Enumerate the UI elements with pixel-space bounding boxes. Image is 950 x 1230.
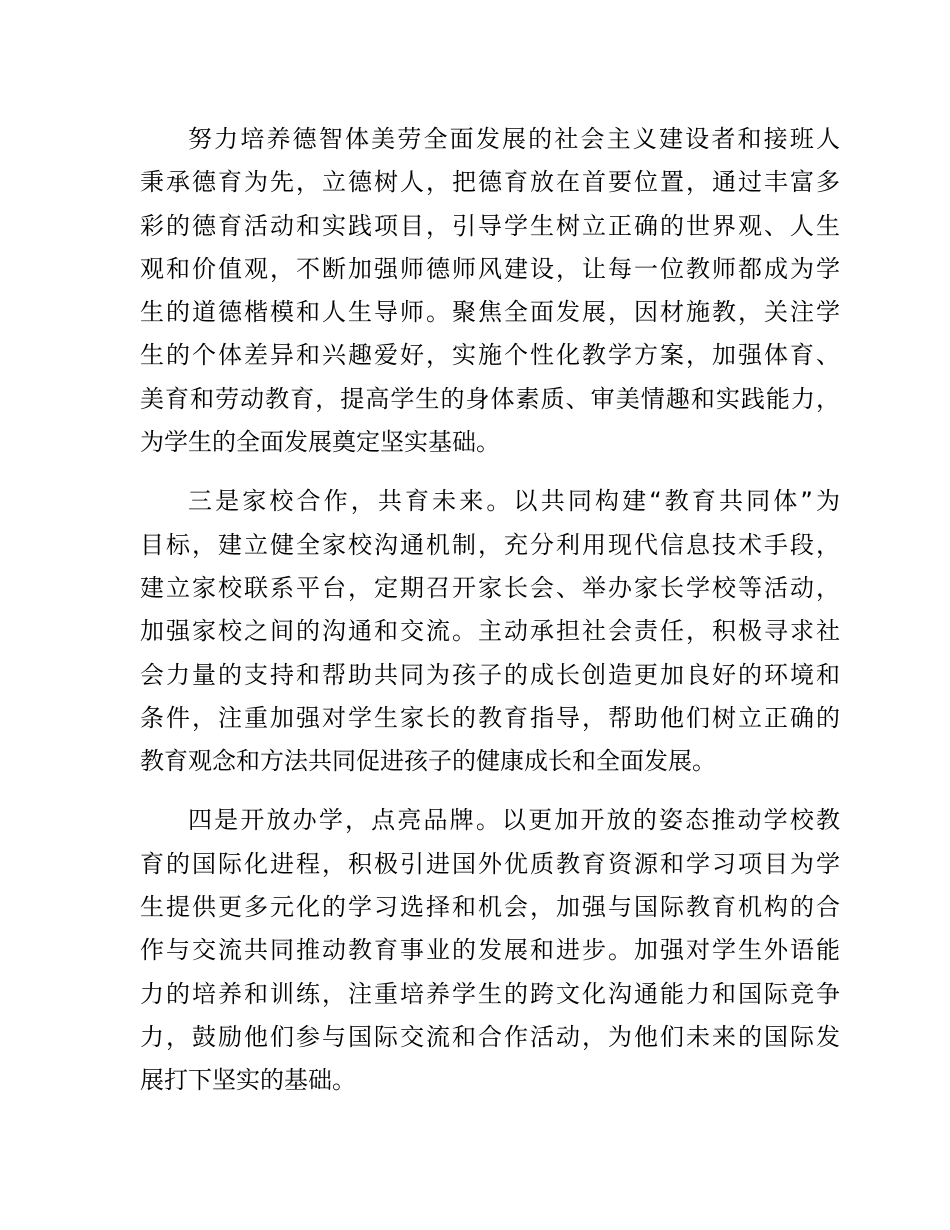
text-line: 彩的德育活动和实践项目，引导学生树立正确的世界观、人生 (140, 211, 840, 240)
paragraph-gap (140, 464, 840, 480)
text-line: 作与交流共同推动教育事业的发展和进步。加强对学生外语能 (140, 936, 840, 965)
text-line: 力，鼓励他们参与国际交流和合作活动，为他们未来的国际发 (140, 1022, 840, 1051)
text-line: 加强家校之间的沟通和交流。主动承担社会责任，积极寻求社 (140, 617, 840, 646)
text-line: 育的国际化进程，积极引进国外优质教育资源和学习项目为学 (140, 849, 840, 878)
text-line: 建立家校联系平台，定期召开家长会、举办家长学校等活动， (140, 573, 840, 602)
document-body (140, 118, 840, 1103)
text-line: 生的个体差异和兴趣爱好，实施个性化教学方案，加强体育、 (140, 341, 840, 370)
text-line: 三是家校合作，共育未来。以共同构建“教育共同体”为 (188, 487, 840, 516)
text-line: 展打下坚实的基础。 (140, 1066, 356, 1095)
text-line: 为学生的全面发展奠定坚实基础。 (140, 428, 500, 457)
text-line: 秉承德育为先，立德树人，把德育放在首要位置，通过丰富多 (140, 168, 840, 197)
text-line: 力的培养和训练，注重培养学生的跨文化沟通能力和国际竞争 (140, 979, 840, 1008)
text-line: 四是开放办学，点亮品牌。以更加开放的姿态推动学校教 (188, 806, 840, 835)
text-line: 努力培养德智体美劳全面发展的社会主义建设者和接班人 (188, 125, 840, 153)
paragraph-open-schooling (140, 799, 840, 1102)
paragraph-home-school-cooperation (140, 480, 840, 783)
text-line: 生的道德楷模和人生导师。聚焦全面发展，因材施教，关注学 (140, 298, 840, 327)
text-line: 观和价值观，不断加强师德师风建设，让每一位教师都成为学 (140, 254, 840, 283)
text-line: 教育观念和方法共同促进孩子的健康成长和全面发展。 (140, 747, 716, 776)
text-line: 生提供更多元化的学习选择和机会，加强与国际教育机构的合 (140, 893, 840, 922)
text-line: 会力量的支持和帮助共同为孩子的成长创造更加良好的环境和 (140, 660, 840, 689)
text-line: 目标，建立健全家校沟通机制，充分利用现代信息技术手段， (140, 530, 840, 559)
text-line: 条件，注重加强对学生家长的教育指导，帮助他们树立正确的 (140, 703, 840, 732)
paragraph-moral-education (140, 118, 840, 464)
text-line: 美育和劳动教育，提高学生的身体素质、审美情趣和实践能力， (140, 384, 840, 413)
paragraph-gap (140, 783, 840, 799)
